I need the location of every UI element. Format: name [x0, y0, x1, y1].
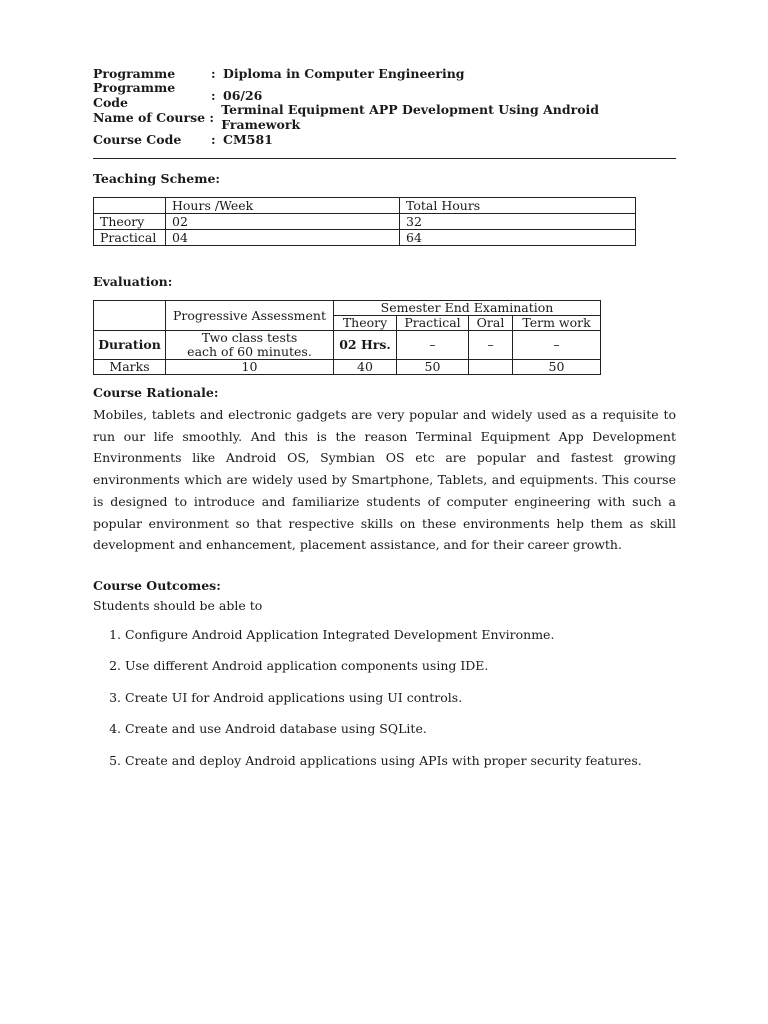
table-row [94, 301, 601, 316]
table-row-label: Duration [94, 331, 166, 360]
cell-line: each of 60 minutes. [187, 344, 312, 359]
header-value: 06/26 [223, 87, 263, 103]
table-cell: 04 [166, 230, 400, 246]
evaluation-title: Evaluation: [93, 274, 173, 289]
header-label: Programme [93, 65, 176, 81]
list-item: 3. Create UI for Android applications using UI controls. [125, 690, 676, 706]
table-header-cell: Theory [334, 316, 397, 331]
table-row [94, 230, 636, 246]
document-page [93, 62, 676, 784]
table-header-cell: Oral [469, 316, 513, 331]
table-cell: 10 [166, 360, 334, 375]
table-header-cell: Hours /Week [166, 198, 400, 214]
table-header-cell: Practical [397, 316, 469, 331]
table-cell [94, 198, 166, 214]
table-cell: – [397, 331, 469, 360]
table-cell: 02 [166, 214, 400, 230]
header-row [93, 102, 676, 132]
table-row-label: Theory [94, 214, 166, 230]
list-item: 1. Configure Android Application Integrated Development Environme. [125, 627, 676, 643]
header-label: Course Code [93, 131, 182, 147]
evaluation-table [93, 300, 601, 375]
table-cell [166, 331, 334, 360]
table-cell: 40 [334, 360, 397, 375]
table-row-label: Practical [94, 230, 166, 246]
table-cell: 02 Hrs. [334, 331, 397, 360]
table-cell: 64 [400, 230, 636, 246]
header-separator: : [211, 65, 216, 81]
table-cell: 50 [397, 360, 469, 375]
table-cell: – [513, 331, 601, 360]
course-rationale-text: Mobiles, tablets and electronic gadgets are very popular and widely used as a requisite to run our life smoothly. And this is the reason Terminal Equipment App Development Environments like Android OS, Symbian OS etc are popular and fastest growing environments which are widely used by Smartphone, Tablets, and equipments. This course is designed to introduce and familiarize students of computer engineering with such a popular environment so that respective skills on these environments help them as skill development and enhancement, placement assistance, and for their career growth. [93, 407, 676, 553]
table-row [94, 331, 601, 360]
list-item: 4. Create and use Android database using SQLite. [125, 721, 676, 737]
table-cell [94, 301, 166, 331]
course-outcomes-title: Course Outcomes: [93, 577, 221, 593]
table-row [94, 214, 636, 230]
table-cell [469, 360, 513, 375]
list-item: 2. Use different Android application components using IDE. [125, 658, 676, 674]
header-value: Terminal Equipment APP Development Using Android Framework [221, 102, 600, 132]
table-header-cell: Progressive Assessment [166, 301, 334, 331]
course-header [93, 62, 676, 150]
cell-line: Two class tests [201, 330, 298, 345]
table-row-label: Marks [94, 360, 166, 375]
header-separator: : [211, 87, 216, 103]
table-header-cell: Semester End Examination [334, 301, 601, 316]
header-value: Diploma in Computer Engineering [223, 65, 465, 81]
list-item: 5. Create and deploy Android applications using APIs with proper security features. [125, 753, 676, 769]
table-cell: – [469, 331, 513, 360]
teaching-scheme-title: Teaching Scheme: [93, 171, 221, 186]
header-value: CM581 [223, 131, 273, 147]
table-row [94, 360, 601, 375]
header-label: Programme Code [93, 80, 176, 110]
outcomes-intro: Students should be able to [93, 597, 263, 613]
teaching-scheme-table [93, 197, 636, 246]
header-label: Name of Course [93, 109, 206, 125]
header-separator: : [209, 109, 215, 125]
horizontal-rule [93, 158, 676, 159]
table-row [94, 198, 636, 214]
course-rationale-title: Course Rationale: [93, 385, 219, 400]
table-cell: 50 [513, 360, 601, 375]
table-header-cell: Total Hours [400, 198, 636, 214]
outcomes-list [93, 627, 676, 769]
header-separator: : [211, 131, 216, 147]
table-header-cell: Term work [513, 316, 601, 331]
table-cell: 32 [400, 214, 636, 230]
